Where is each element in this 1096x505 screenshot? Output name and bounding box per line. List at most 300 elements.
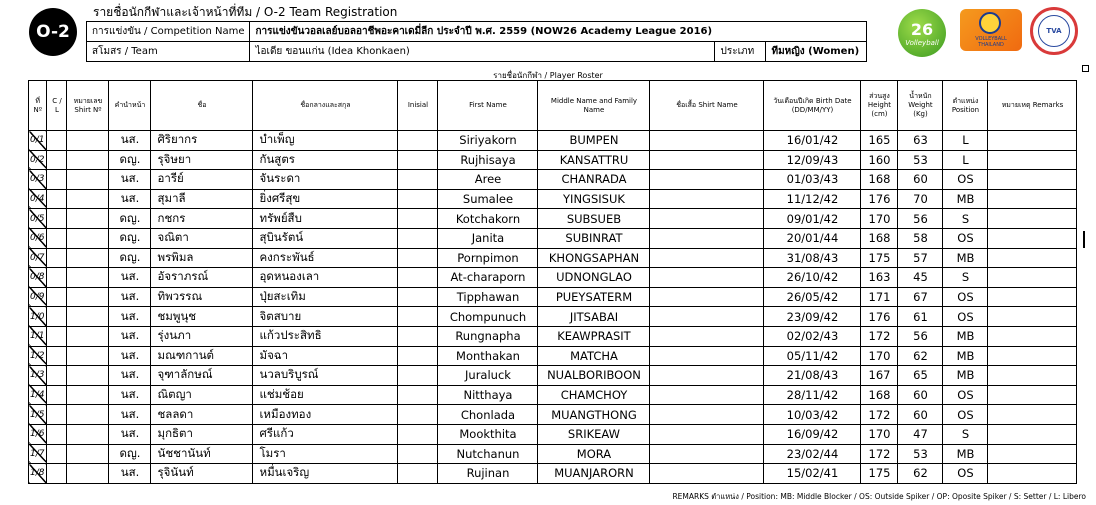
table-row [29,307,1077,327]
cell-title[interactable]: นส. [109,405,151,425]
cell-no[interactable]: 1/1 [29,326,47,346]
cell-no[interactable]: 0/5 [29,209,47,229]
cell-height[interactable]: 171 [861,287,898,307]
cell-cl[interactable] [47,287,67,307]
cell-last-th[interactable]: หมื่นเจริญ [253,464,398,484]
cell-family-en[interactable]: NUALBORIBOON [538,366,650,386]
cell-title[interactable]: นส. [109,424,151,444]
cell-shirt-name[interactable] [650,385,764,405]
header-initial: Inisial [398,81,438,131]
cell-remarks[interactable] [988,287,1077,307]
cell-no[interactable]: 0/1 [29,131,47,151]
cell-first-th[interactable]: มุกธิตา [151,424,253,444]
cell-birth[interactable]: 16/01/42 [764,131,861,151]
cell-weight[interactable]: 60 [898,405,943,425]
cell-family-en[interactable]: UDNONGLAO [538,268,650,288]
cell-family-en[interactable]: KHONGSAPHAN [538,248,650,268]
cell-initial[interactable] [398,189,438,209]
cell-height[interactable]: 172 [861,444,898,464]
cell-cl[interactable] [47,326,67,346]
cell-height[interactable]: 163 [861,268,898,288]
cell-shirt[interactable] [67,209,109,229]
cell-initial[interactable] [398,268,438,288]
cell-cl[interactable] [47,424,67,444]
cell-position[interactable]: OS [943,287,988,307]
cell-first-en[interactable]: Monthakan [438,346,538,366]
cell-shirt[interactable] [67,170,109,190]
header-cl: C / L [47,81,67,131]
cell-remarks[interactable] [988,248,1077,268]
cell-initial[interactable] [398,209,438,229]
cell-no[interactable]: 1/4 [29,385,47,405]
cell-remarks[interactable] [988,209,1077,229]
cell-shirt[interactable] [67,131,109,151]
cell-remarks[interactable] [988,444,1077,464]
cell-shirt-name[interactable] [650,464,764,484]
cell-shirt-name[interactable] [650,405,764,425]
cell-last-th[interactable]: ทรัพย์สืบ [253,209,398,229]
cell-first-en[interactable]: Aree [438,170,538,190]
cell-no[interactable]: 0/9 [29,287,47,307]
cell-title[interactable]: นส. [109,385,151,405]
cell-first-th[interactable]: จุฑาลักษณ์ [151,366,253,386]
cell-title[interactable]: ดญ. [109,228,151,248]
cell-birth[interactable]: 28/11/42 [764,385,861,405]
cell-position[interactable]: L [943,150,988,170]
cell-weight[interactable]: 56 [898,209,943,229]
header-shirt-no: หมายเลข Shirt Nº [67,81,109,131]
cell-no[interactable]: 1/6 [29,424,47,444]
volleyball-icon [979,12,1001,34]
cell-initial[interactable] [398,385,438,405]
cell-position[interactable]: OS [943,405,988,425]
cell-first-en[interactable]: At-charaporn [438,268,538,288]
cell-last-th[interactable]: กันสูตร [253,150,398,170]
cell-family-en[interactable]: MATCHA [538,346,650,366]
cell-title[interactable]: ดญ. [109,444,151,464]
cell-shirt-name[interactable] [650,209,764,229]
cell-position[interactable]: MB [943,366,988,386]
cell-birth[interactable]: 15/02/41 [764,464,861,484]
cell-remarks[interactable] [988,131,1077,151]
cell-remarks[interactable] [988,307,1077,327]
cell-height[interactable]: 168 [861,170,898,190]
cell-first-en[interactable]: Sumalee [438,189,538,209]
cell-birth[interactable]: 21/08/43 [764,366,861,386]
cell-family-en[interactable]: CHANRADA [538,170,650,190]
cell-weight[interactable]: 61 [898,307,943,327]
cell-shirt[interactable] [67,248,109,268]
cell-initial[interactable] [398,405,438,425]
cell-first-en[interactable]: Chompunuch [438,307,538,327]
cell-shirt[interactable] [67,287,109,307]
cell-initial[interactable] [398,366,438,386]
cell-position[interactable]: MB [943,444,988,464]
cell-cl[interactable] [47,268,67,288]
cell-family-en[interactable]: SRIKEAW [538,424,650,444]
cell-shirt[interactable] [67,150,109,170]
cell-first-en[interactable]: Siriyakorn [438,131,538,151]
cell-weight[interactable]: 70 [898,189,943,209]
cell-remarks[interactable] [988,424,1077,444]
cell-family-en[interactable]: JITSABAI [538,307,650,327]
cell-family-en[interactable]: MUANGTHONG [538,405,650,425]
cell-family-en[interactable]: PUEYSATERM [538,287,650,307]
cell-no[interactable]: 0/4 [29,189,47,209]
cell-shirt-name[interactable] [650,444,764,464]
cell-position[interactable]: OS [943,385,988,405]
cell-last-th[interactable]: คงกระพันธ์ [253,248,398,268]
cell-position[interactable]: L [943,131,988,151]
cell-remarks[interactable] [988,170,1077,190]
cell-first-en[interactable]: Nutchanun [438,444,538,464]
cell-shirt-name[interactable] [650,248,764,268]
cell-initial[interactable] [398,326,438,346]
cell-remarks[interactable] [988,464,1077,484]
cell-height[interactable]: 175 [861,248,898,268]
cell-cl[interactable] [47,444,67,464]
cell-cl[interactable] [47,131,67,151]
cell-height[interactable]: 168 [861,228,898,248]
cell-initial[interactable] [398,170,438,190]
cell-first-en[interactable]: Janita [438,228,538,248]
cell-height[interactable]: 170 [861,209,898,229]
cell-last-th[interactable]: แช่มช้อย [253,385,398,405]
cell-birth[interactable]: 20/01/44 [764,228,861,248]
cell-height[interactable]: 167 [861,366,898,386]
cell-no[interactable]: 1/8 [29,464,47,484]
cell-first-en[interactable]: Tipphawan [438,287,538,307]
cell-position[interactable]: OS [943,228,988,248]
resize-handle[interactable] [1082,65,1089,72]
cell-weight[interactable]: 67 [898,287,943,307]
cell-first-th[interactable]: ชลลดา [151,405,253,425]
registration-info [86,21,867,62]
cell-shirt-name[interactable] [650,307,764,327]
cell-birth[interactable]: 12/09/43 [764,150,861,170]
competition-value: การแข่งขันวอลเลย์บอลอาชีพอะคาเดมี่ลีก ประจำปี พ.ศ. 2559 (NOW26 Academy League 2016) [250,22,867,42]
table-row [29,209,1077,229]
roster-header-row [29,81,1077,131]
cell-cl[interactable] [47,385,67,405]
cell-shirt-name[interactable] [650,228,764,248]
cell-first-th[interactable]: รุจิษยา [151,150,253,170]
cell-cl[interactable] [47,366,67,386]
cell-family-en[interactable]: SUBSUEB [538,209,650,229]
cell-shirt-name[interactable] [650,366,764,386]
cell-shirt[interactable] [67,464,109,484]
cell-initial[interactable] [398,444,438,464]
cell-height[interactable]: 172 [861,405,898,425]
cell-position[interactable]: OS [943,170,988,190]
cell-shirt-name[interactable] [650,424,764,444]
cell-family-en[interactable]: BUMPEN [538,131,650,151]
cell-remarks[interactable] [988,385,1077,405]
cell-title[interactable]: นส. [109,268,151,288]
cell-first-en[interactable]: Chonlada [438,405,538,425]
cell-family-en[interactable]: SUBINRAT [538,228,650,248]
cell-no[interactable]: 0/7 [29,248,47,268]
cell-birth[interactable]: 26/10/42 [764,268,861,288]
cell-first-en[interactable]: Rungnapha [438,326,538,346]
cell-birth[interactable]: 10/03/42 [764,405,861,425]
cell-shirt-name[interactable] [650,150,764,170]
cell-height[interactable]: 176 [861,189,898,209]
table-row [29,131,1077,151]
cell-title[interactable]: นส. [109,366,151,386]
cell-no[interactable]: 1/2 [29,346,47,366]
cell-family-en[interactable]: MORA [538,444,650,464]
cell-weight[interactable]: 47 [898,424,943,444]
cell-last-th[interactable]: ศรีแก้ว [253,424,398,444]
cell-height[interactable]: 172 [861,326,898,346]
cell-cl[interactable] [47,209,67,229]
cell-no[interactable]: 0/8 [29,268,47,288]
table-row [29,268,1077,288]
cell-shirt[interactable] [67,405,109,425]
cell-height[interactable]: 168 [861,385,898,405]
cell-remarks[interactable] [988,189,1077,209]
volleyball-thailand-logo-caption: VOLLEYBALL THAILAND [975,36,1007,48]
text-cursor [1083,231,1085,248]
cell-birth[interactable]: 23/02/44 [764,444,861,464]
cell-cl[interactable] [47,228,67,248]
cell-weight[interactable]: 62 [898,464,943,484]
cell-height[interactable]: 170 [861,346,898,366]
cell-last-th[interactable]: มัจฉา [253,346,398,366]
cell-remarks[interactable] [988,346,1077,366]
cell-birth[interactable]: 26/05/42 [764,287,861,307]
cell-position[interactable]: OS [943,307,988,327]
cell-first-en[interactable]: Juraluck [438,366,538,386]
header-family-name-en: Middle Name and Family Name [538,81,650,131]
cell-initial[interactable] [398,150,438,170]
cell-position[interactable]: MB [943,326,988,346]
cell-weight[interactable]: 58 [898,228,943,248]
cell-first-en[interactable]: Nitthaya [438,385,538,405]
cell-no[interactable]: 1/5 [29,405,47,425]
cell-first-en[interactable]: Rujinan [438,464,538,484]
cell-shirt[interactable] [67,307,109,327]
cell-first-th[interactable]: ทิพวรรณ [151,287,253,307]
cell-last-th[interactable]: แก้วประสิทธิ [253,326,398,346]
cell-last-th[interactable]: โมรา [253,444,398,464]
cell-no[interactable]: 0/2 [29,150,47,170]
cell-position[interactable]: S [943,268,988,288]
cell-shirt-name[interactable] [650,189,764,209]
cell-cl[interactable] [47,150,67,170]
cell-shirt-name[interactable] [650,268,764,288]
cell-weight[interactable]: 63 [898,131,943,151]
cell-shirt[interactable] [67,385,109,405]
cell-first-th[interactable]: นัชชานันท์ [151,444,253,464]
cell-last-th[interactable]: ยิ่งศรีสุข [253,189,398,209]
cell-birth[interactable]: 11/12/42 [764,189,861,209]
cell-title[interactable]: นส. [109,346,151,366]
cell-position[interactable]: MB [943,346,988,366]
cell-last-th[interactable]: นวลบริบูรณ์ [253,366,398,386]
cell-remarks[interactable] [988,228,1077,248]
cell-first-th[interactable]: รุจินันท์ [151,464,253,484]
header-birth-date: วันเดือนปีเกิด Birth Date (DD/MM/YY) [764,81,861,131]
cell-first-en[interactable]: Rujhisaya [438,150,538,170]
cell-shirt[interactable] [67,444,109,464]
form-title: รายชื่อนักกีฬาและเจ้าหน้าที่ทีม / O-2 Team Registration [93,5,398,19]
cell-initial[interactable] [398,248,438,268]
cell-title[interactable]: ดญ. [109,248,151,268]
cell-birth[interactable]: 16/09/42 [764,424,861,444]
cell-position[interactable]: S [943,209,988,229]
cell-cl[interactable] [47,170,67,190]
cell-family-en[interactable]: MUANJARORN [538,464,650,484]
association-logo-text: TVA [1038,15,1070,47]
roster-body [29,131,1077,484]
cell-shirt[interactable] [67,326,109,346]
cell-cl[interactable] [47,248,67,268]
table-row [29,464,1077,484]
cell-birth[interactable]: 23/09/42 [764,307,861,327]
cell-title[interactable]: นส. [109,287,151,307]
cell-shirt[interactable] [67,228,109,248]
cell-title[interactable]: นส. [109,464,151,484]
cell-first-th[interactable]: ศิริยากร [151,131,253,151]
cell-remarks[interactable] [988,326,1077,346]
cell-title[interactable]: นส. [109,170,151,190]
cell-first-th[interactable]: พรพิมล [151,248,253,268]
cell-weight[interactable]: 62 [898,346,943,366]
cell-last-th[interactable]: อุดหนองเลา [253,268,398,288]
cell-no[interactable]: 0/6 [29,228,47,248]
cell-position[interactable]: MB [943,189,988,209]
cell-last-th[interactable]: สุบินรัตน์ [253,228,398,248]
cell-shirt[interactable] [67,346,109,366]
cell-birth[interactable]: 05/11/42 [764,346,861,366]
cell-first-en[interactable]: Pornpimon [438,248,538,268]
cell-remarks[interactable] [988,405,1077,425]
cell-last-th[interactable]: บำเพ็ญ [253,131,398,151]
cell-initial[interactable] [398,131,438,151]
cell-shirt[interactable] [67,268,109,288]
cell-no[interactable]: 0/3 [29,170,47,190]
cell-birth[interactable]: 01/03/43 [764,170,861,190]
cell-initial[interactable] [398,228,438,248]
cell-title[interactable]: นส. [109,307,151,327]
cell-first-th[interactable]: กชกร [151,209,253,229]
cell-remarks[interactable] [988,150,1077,170]
header-position: ตำแหน่ง Position [943,81,988,131]
cell-position[interactable]: MB [943,248,988,268]
cell-weight[interactable]: 60 [898,385,943,405]
cell-weight[interactable]: 53 [898,444,943,464]
cell-title[interactable]: ดญ. [109,209,151,229]
cell-last-th[interactable]: ปุ่ยสะเทิม [253,287,398,307]
cell-shirt-name[interactable] [650,287,764,307]
cell-first-th[interactable]: ชมพูนุช [151,307,253,327]
cell-weight[interactable]: 57 [898,248,943,268]
cell-first-th[interactable]: ณิตญา [151,385,253,405]
cell-initial[interactable] [398,307,438,327]
cell-weight[interactable]: 53 [898,150,943,170]
cell-weight[interactable]: 45 [898,268,943,288]
cell-shirt-name[interactable] [650,170,764,190]
cell-title[interactable]: นส. [109,189,151,209]
now26-logo [898,9,946,57]
cell-title[interactable]: ดญ. [109,150,151,170]
cell-remarks[interactable] [988,268,1077,288]
cell-height[interactable]: 170 [861,424,898,444]
cell-first-th[interactable]: จณิตา [151,228,253,248]
cell-shirt[interactable] [67,189,109,209]
cell-cl[interactable] [47,405,67,425]
cell-shirt[interactable] [67,366,109,386]
form-badge: O-2 [29,8,77,56]
cell-first-th[interactable]: อารีย์ [151,170,253,190]
club-label: สโมสร / Team [87,42,250,62]
cell-first-th[interactable]: มณฑกานต์ [151,346,253,366]
cell-weight[interactable]: 56 [898,326,943,346]
cell-cl[interactable] [47,189,67,209]
cell-shirt-name[interactable] [650,131,764,151]
cell-first-th[interactable]: รุ่งนภา [151,326,253,346]
cell-title[interactable]: นส. [109,131,151,151]
club-value: ไอเดีย ขอนแก่น (Idea Khonkaen) [250,42,715,62]
cell-first-en[interactable]: Kotchakorn [438,209,538,229]
cell-family-en[interactable]: CHAMCHOY [538,385,650,405]
cell-position[interactable]: S [943,424,988,444]
cell-cl[interactable] [47,464,67,484]
cell-weight[interactable]: 65 [898,366,943,386]
player-roster-table [28,80,1077,484]
cell-family-en[interactable]: YINGSISUK [538,189,650,209]
cell-first-th[interactable]: อัจราภรณ์ [151,268,253,288]
cell-height[interactable]: 175 [861,464,898,484]
cell-initial[interactable] [398,424,438,444]
cell-first-th[interactable]: สุมาลี [151,189,253,209]
cell-shirt-name[interactable] [650,326,764,346]
header-weight: น้ำหนัก Weight (Kg) [898,81,943,131]
cell-last-th[interactable]: เหมืองทอง [253,405,398,425]
cell-last-th[interactable]: จิตสบาย [253,307,398,327]
cell-shirt[interactable] [67,424,109,444]
cell-title[interactable]: นส. [109,326,151,346]
cell-family-en[interactable]: KEAWPRASIT [538,326,650,346]
competition-label: การแข่งขัน / Competition Name [87,22,250,42]
cell-shirt-name[interactable] [650,346,764,366]
cell-initial[interactable] [398,464,438,484]
cell-height[interactable]: 160 [861,150,898,170]
cell-remarks[interactable] [988,366,1077,386]
cell-cl[interactable] [47,307,67,327]
table-row [29,248,1077,268]
cell-birth[interactable]: 31/08/43 [764,248,861,268]
cell-position[interactable]: OS [943,464,988,484]
cell-initial[interactable] [398,287,438,307]
cell-first-en[interactable]: Mookthita [438,424,538,444]
cell-no[interactable]: 1/7 [29,444,47,464]
cell-no[interactable]: 1/0 [29,307,47,327]
cell-no[interactable]: 1/3 [29,366,47,386]
cell-family-en[interactable]: KANSATTRU [538,150,650,170]
cell-birth[interactable]: 09/01/42 [764,209,861,229]
cell-cl[interactable] [47,346,67,366]
cell-birth[interactable]: 02/02/43 [764,326,861,346]
now26-logo-sub: Volleyball [905,38,939,47]
cell-initial[interactable] [398,346,438,366]
cell-last-th[interactable]: จันระดา [253,170,398,190]
cell-height[interactable]: 176 [861,307,898,327]
cell-weight[interactable]: 60 [898,170,943,190]
cell-height[interactable]: 165 [861,131,898,151]
